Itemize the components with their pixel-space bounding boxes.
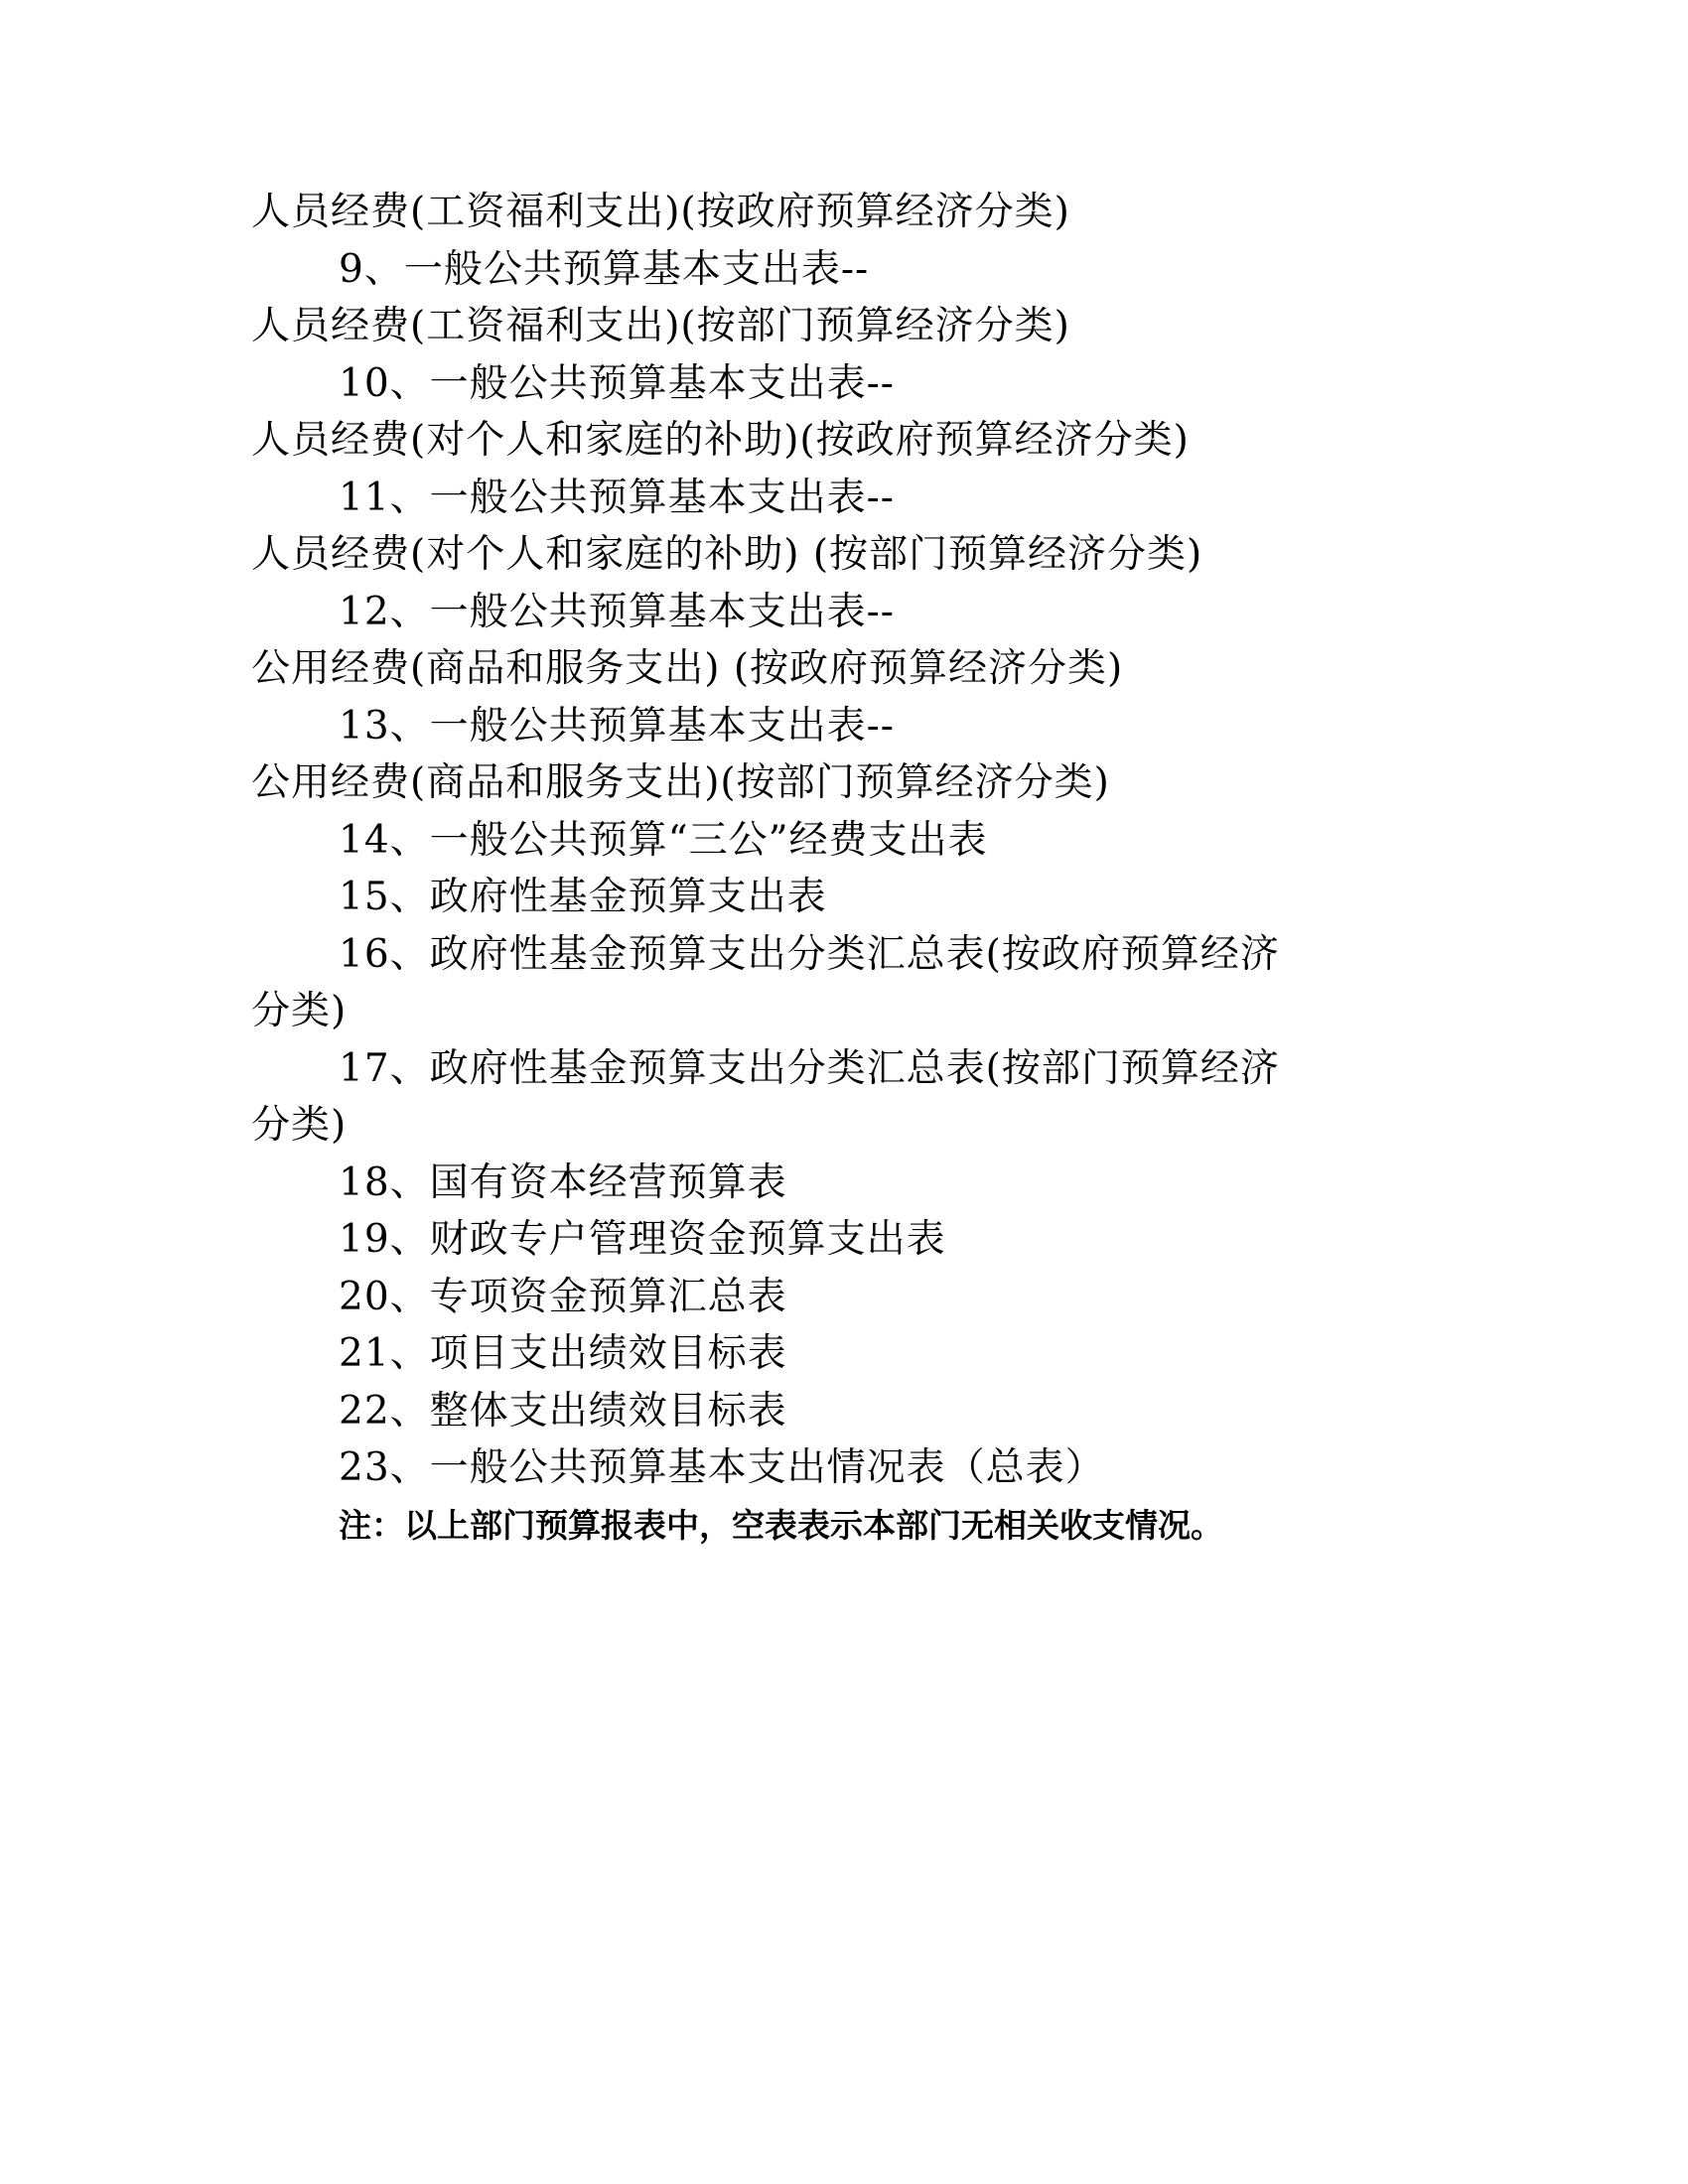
list-line: 分类) xyxy=(251,1103,348,1148)
list-item-13: 13、一般公共预算基本支出表-- xyxy=(339,703,895,749)
list-line: 分类) xyxy=(251,989,348,1033)
list-line: 公用经费(商品和服务支出) (按政府预算经济分类) xyxy=(251,646,1124,691)
list-item-14: 14、一般公共预算“三公”经费支出表 xyxy=(339,817,988,863)
list-line: 公用经费(商品和服务支出)(按部门预算经济分类) xyxy=(251,760,1110,805)
list-item-19: 19、财政专户管理资金预算支出表 xyxy=(339,1217,946,1262)
list-item-17: 17、政府性基金预算支出分类汇总表(按部门预算经济 xyxy=(339,1045,1280,1091)
list-item-12: 12、一般公共预算基本支出表-- xyxy=(339,589,895,634)
list-line: 人员经费(工资福利支出)(按政府预算经济分类) xyxy=(251,190,1070,234)
list-item-20: 20、专项资金预算汇总表 xyxy=(339,1274,787,1319)
list-item-23: 23、一般公共预算基本支出情况表（总表） xyxy=(339,1445,1105,1490)
list-item-15: 15、政府性基金预算支出表 xyxy=(339,875,827,919)
list-line: 人员经费(对个人和家庭的补助)(按政府预算经济分类) xyxy=(251,418,1190,463)
list-line: 人员经费(工资福利支出)(按部门预算经济分类) xyxy=(251,304,1070,348)
footnote: 注：以上部门预算报表中，空表表示本部门无相关收支情况。 xyxy=(339,1505,1223,1545)
list-item-10: 10、一般公共预算基本支出表-- xyxy=(339,360,895,406)
list-item-11: 11、一般公共预算基本支出表-- xyxy=(339,475,895,520)
document-content xyxy=(251,184,1403,1554)
list-item-9: 9、一般公共预算基本支出表-- xyxy=(339,246,870,292)
list-item-21: 21、项目支出绩效目标表 xyxy=(339,1331,787,1376)
list-line: 人员经费(对个人和家庭的补助) (按部门预算经济分类) xyxy=(251,532,1203,577)
list-item-16: 16、政府性基金预算支出分类汇总表(按政府预算经济 xyxy=(339,931,1280,977)
list-item-18: 18、国有资本经营预算表 xyxy=(339,1160,787,1205)
list-item-22: 22、整体支出绩效目标表 xyxy=(339,1388,787,1433)
